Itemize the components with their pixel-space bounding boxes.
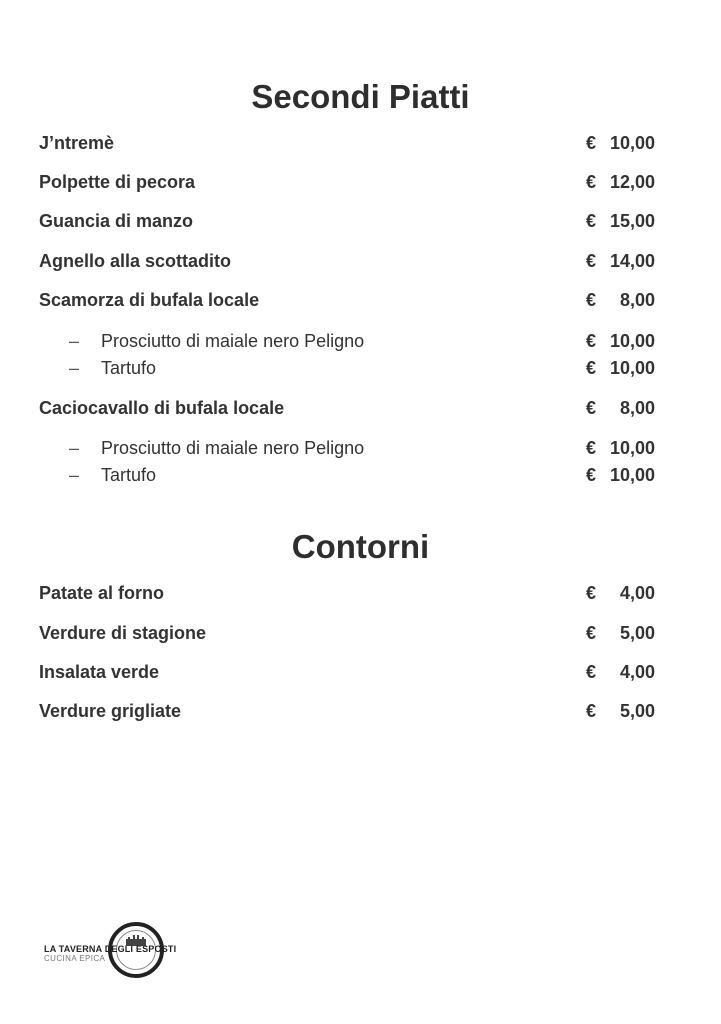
menu-subitem <box>0 356 721 380</box>
item-name: J’ntremè <box>39 133 115 153</box>
currency-symbol: € <box>586 331 597 351</box>
dash-bullet: – <box>69 465 80 485</box>
logo-tagline: CUCINA EPICA <box>44 954 106 963</box>
currency-symbol: € <box>586 583 597 603</box>
item-name: Polpette di pecora <box>39 172 196 192</box>
item-name: Tartufo <box>101 358 157 378</box>
item-price: 15,00 <box>609 211 655 231</box>
menu-item <box>0 699 721 723</box>
item-name: Tartufo <box>101 465 157 485</box>
item-price: 10,00 <box>609 331 655 351</box>
item-name: Agnello alla scottadito <box>39 251 232 271</box>
item-name: Patate al forno <box>39 583 165 603</box>
menu-subitem <box>0 436 721 460</box>
item-price: 10,00 <box>609 438 655 458</box>
logo-name: LA TAVERNA DEGLI ESPOSTI <box>44 944 177 954</box>
item-price: 4,00 <box>619 662 655 682</box>
currency-symbol: € <box>586 623 597 643</box>
menu-item <box>0 581 721 605</box>
currency-symbol: € <box>586 398 597 418</box>
currency-symbol: € <box>586 172 597 192</box>
item-price: 8,00 <box>619 290 655 310</box>
item-name: Verdure grigliate <box>39 701 182 721</box>
restaurant-logo <box>44 920 194 982</box>
menu-item <box>0 660 721 684</box>
item-name: Prosciutto di maiale nero Peligno <box>101 438 365 458</box>
menu-item <box>0 209 721 233</box>
item-price: 4,00 <box>619 583 655 603</box>
item-price: 8,00 <box>619 398 655 418</box>
currency-symbol: € <box>586 358 597 378</box>
item-name: Caciocavallo di bufala locale <box>39 398 285 418</box>
currency-symbol: € <box>586 133 597 153</box>
menu-item <box>0 621 721 645</box>
currency-symbol: € <box>586 290 597 310</box>
item-name: Scamorza di bufala locale <box>39 290 260 310</box>
item-name: Verdure di stagione <box>39 623 207 643</box>
menu-subitem <box>0 463 721 487</box>
currency-symbol: € <box>586 251 597 271</box>
menu-item <box>0 249 721 273</box>
currency-symbol: € <box>586 662 597 682</box>
item-price: 10,00 <box>609 133 655 153</box>
item-name: Prosciutto di maiale nero Peligno <box>101 331 365 351</box>
currency-symbol: € <box>586 701 597 721</box>
menu-item <box>0 288 721 312</box>
item-price: 10,00 <box>609 358 655 378</box>
menu-subitem <box>0 329 721 353</box>
currency-symbol: € <box>586 211 597 231</box>
menu-item <box>0 131 721 155</box>
menu-item <box>0 170 721 194</box>
currency-symbol: € <box>586 465 597 485</box>
item-price: 10,00 <box>609 465 655 485</box>
menu-item <box>0 396 721 420</box>
section-title-contorni: Contorni <box>291 528 430 565</box>
item-price: 12,00 <box>609 172 655 192</box>
section-title-secondi: Secondi Piatti <box>251 78 470 115</box>
item-price: 14,00 <box>609 251 655 271</box>
item-price: 5,00 <box>619 701 655 721</box>
item-name: Insalata verde <box>39 662 160 682</box>
currency-symbol: € <box>586 438 597 458</box>
item-price: 5,00 <box>619 623 655 643</box>
dash-bullet: – <box>69 331 80 351</box>
item-name: Guancia di manzo <box>39 211 194 231</box>
dash-bullet: – <box>69 438 80 458</box>
dash-bullet: – <box>69 358 80 378</box>
